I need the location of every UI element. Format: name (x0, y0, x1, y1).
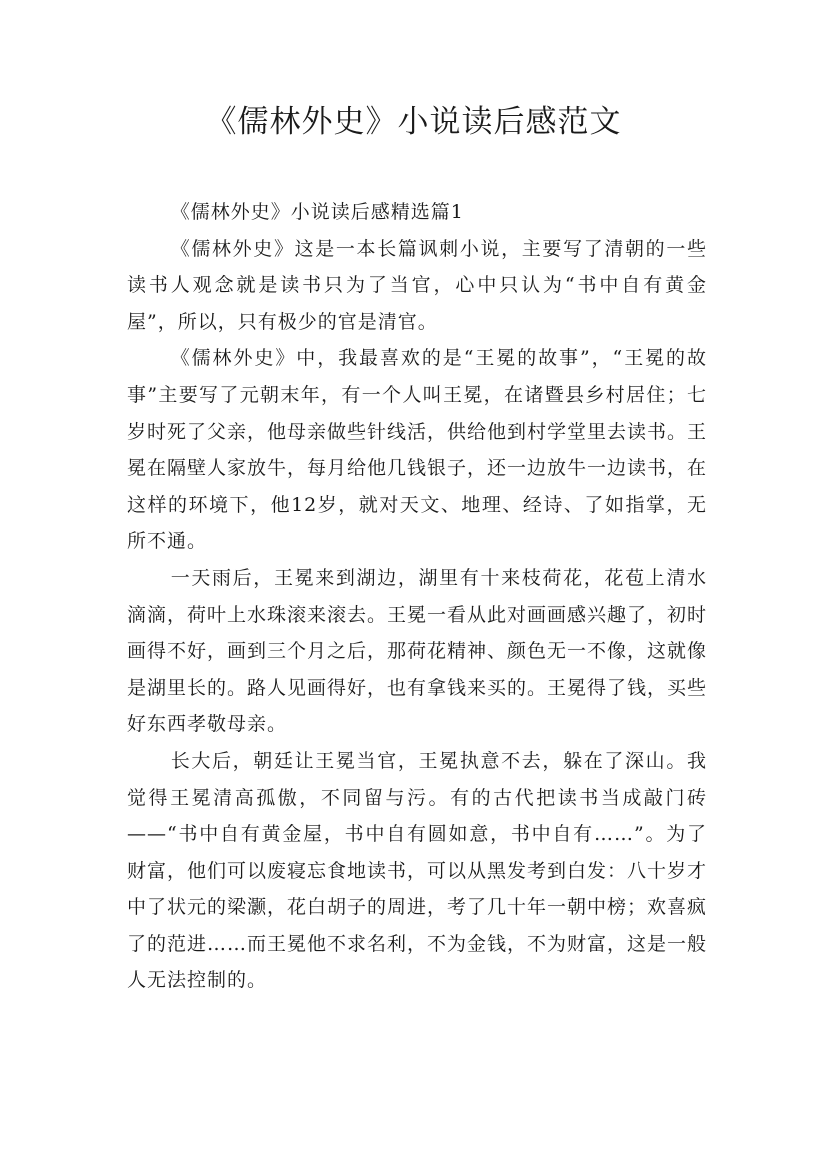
paragraph: 《儒林外史》这是一本长篇讽刺小说，主要写了清朝的一些读书人观念就是读书只为了当官，心中只认为“书中自有黄金屋”，所以，只有极少的官是清官。 (127, 237, 707, 333)
paragraph: 一天雨后，王冕来到湖边，湖里有十来枝荷花，花苞上清水滴滴，荷叶上水珠滚来滚去。王冕一看从此对画画感兴趣了，初时画得不好，画到三个月之后，那荷花精神、颜色无一不像，这就像是湖里长的。路人见画得好，也有拿钱来买的。王冕得了钱，买些好东西孝敬母亲。 (127, 566, 708, 736)
paragraph: 《儒林外史》中，我最喜欢的是“王冕的故事”，“王冕的故事”主要写了元朝末年，有一个人叫王冕，在诸暨县乡村居住；七岁时死了父亲，他母亲做些针线活，供给他到村学堂里去读书。王冕在隔壁人家放牛，每月给他几钱银子，还一边放牛一边读书，在这样的环境下，他12岁，就对天文、地理、经诗、了如指掌，无所不通。 (127, 347, 708, 553)
document-title: 《儒林外史》小说读后感范文 (205, 104, 622, 140)
section-heading: 《儒林外史》小说读后感精选篇1 (170, 201, 464, 223)
paragraph: 长大后，朝廷让王冕当官，王冕执意不去，躲在了深山。我觉得王冕清高孤傲，不同留与污。有的古代把读书当成敲门砖——“书中自有黄金屋，书中自有圆如意，书中自有……”。为了财富，他们可以废寝忘食地读书，可以从黑发考到白发：八十岁才中了状元的梁灏，花白胡子的周进，考了几十年一朝中榜；欢喜疯了的范进……而王冕他不求名利，不为金钱，不为财富，这是一般人无法控制的。 (127, 749, 708, 992)
document-body (127, 194, 707, 999)
